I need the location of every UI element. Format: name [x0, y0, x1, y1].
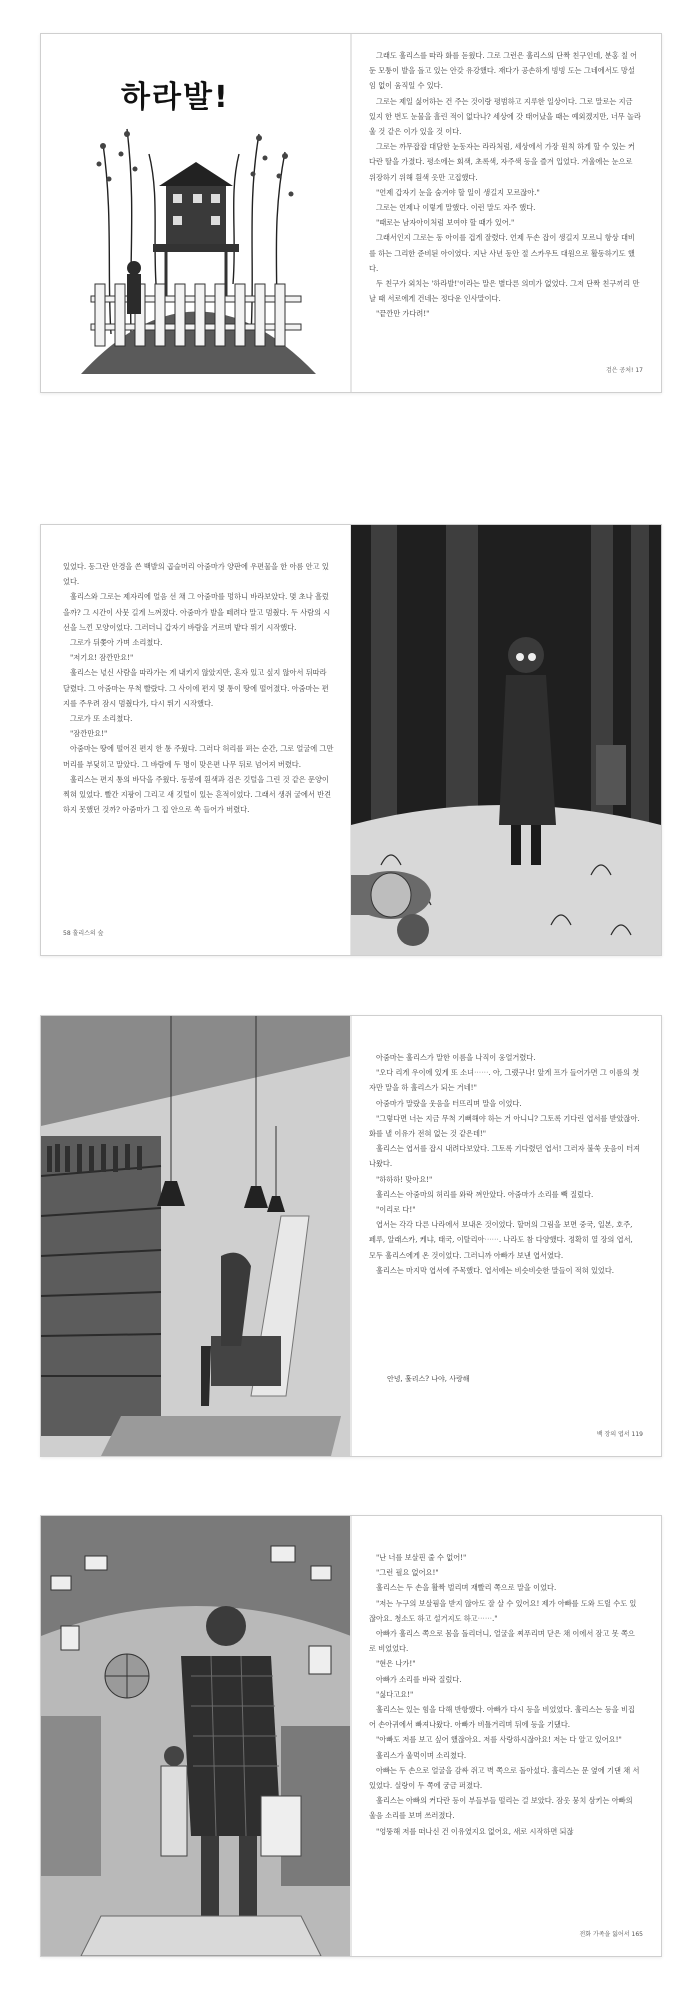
- paragraph: 훌리스와 그로는 제자리에 얼음 선 채 그 아줌마를 멍하니 바라보았다. 몇 초나 흘렀을까? 그 시간이 사뭇 길게 느껴졌다. 아줌마가 발을 떼려다 말고 멈췄다. 두 사람의 시선을 느낀 모양이었다. 그러더니 갑자기 바람을 거르며 밭다 뛰기 시작했다.: [63, 592, 331, 632]
- paragraph: 두 친구가 외치는 '하라발!'이라는 말은 별다른 의미가 없었다. 그저 단짝 친구끼리 만날 때 서로에게 건네는 정다운 인사말이다.: [369, 279, 640, 304]
- paragraph: "잠깐만요!": [70, 729, 108, 739]
- paragraph: "하하하! 맞아요!": [376, 1174, 433, 1184]
- paragraph: 훌리스는 두 손을 활짝 벌리며 재빨리 쪽으로 말을 이었다.: [376, 1583, 557, 1593]
- paragraph: 있었다. 동그란 안경을 쓴 백발의 곱슬머리 아줌마가 양판에 우편물을 한 아름 안고 있었다.: [63, 562, 329, 587]
- book-spread-3: [40, 1015, 662, 1457]
- paragraph: 그래서인지 그로는 동 아이를 겁게 잘렸다. 언제 두손 잡이 생길지 모르니 항상 대비를 하는 그리한 준비된 아이였다. 지난 사년 동안 절 스카우트 대원으로 활동하기도 했다.: [369, 233, 635, 273]
- paragraph: "현은 나가!": [376, 1659, 416, 1669]
- paragraph: 훌리스는 있는 힘을 다해 반항했다. 아빠가 다시 등을 비었었다. 훌리스는 등을 비집어 손아귀에서 빠져나왔다. 아빠가 비틀거리며 뒤에 등을 기댔다.: [369, 1705, 635, 1730]
- paragraph: 아줌마가 말랐을 웃음을 터뜨리며 말을 이었다.: [376, 1098, 522, 1108]
- paragraph: "난 너를 보살핀 줄 수 없어!": [376, 1553, 467, 1562]
- page-illustration: [351, 525, 661, 955]
- forest-illustration: [351, 525, 661, 955]
- paragraph: 훌리스는 마지막 엽서에 주목했다. 엽서에는 비슷비슷한 말들이 적혀 있었다.: [376, 1265, 615, 1275]
- page-number: 검은 공처! 17: [605, 367, 643, 374]
- paragraph: "언제 갑자기 눈을 숨겨야 할 일이 생길지 모르잖아.": [376, 187, 540, 197]
- body-text: [369, 1550, 641, 1839]
- page-text: [351, 1516, 661, 1956]
- paragraph: "그렇다면 너는 지금 무척 기뻐해야 하는 거 아니니? 그토록 기다린 엽서를 받았잖아. 화를 낼 이유가 전혀 없는 것 같은데!": [369, 1113, 640, 1139]
- page-illustration: [41, 34, 351, 392]
- paragraph: 훌리스는 아빠의 커다란 등이 부들부들 떨리는 걸 보았다. 잠옷 뭉치 삼키는 아빠의 울음 소리를 보며 쓰러졌다.: [369, 1796, 633, 1821]
- paragraph: "저는 누구의 보살핌을 받지 않아도 잘 살 수 있어요! 제가 아빠를 도와 드릴 수도 있잖아요. 청소도 하고 설거지도 하고⋯⋯.": [369, 1598, 637, 1623]
- paragraph: 훌리스는 엽서를 잡시 내려다보았다. 그토록 기다렸던 엽서! 그러자 불쑥 웃음이 터져 나왔다.: [369, 1144, 641, 1169]
- paragraph: "아빠도 저를 보고 싶어 했잖아요. 저를 사랑하시잖아요! 저는 다 알고 있어요!": [376, 1735, 622, 1745]
- page-illustration: [41, 1516, 351, 1956]
- paragraph: "그런 필요 없어요!": [376, 1568, 439, 1578]
- paragraph: 아줌마는 땅에 떨어진 편지 한 통 주웠다. 그러다 허리를 펴는 순간, 그로 얼굴에 그만 머리를 부딪히고 말았다. 그 바람에 두 명이 맞은편 나무 뒤로 넘어져 버렸다.: [63, 744, 334, 769]
- page-illustration: [41, 1016, 351, 1456]
- paragraph: "이리로 다!": [376, 1205, 416, 1215]
- body-text: [63, 559, 335, 817]
- paragraph: 그로는 제일 싫어하는 건 주는 것이랑 평범하고 지루한 일상이다. 그로 말로는 지금 있지 한 번도 눈물을 흘린 적이 없다나? 세상에 갓 태어났을 때는 예외겠지만, 너무 놀라 울 것 같은 이가 있을 것 이다.: [369, 96, 641, 137]
- paragraph: 그로는 까무잡잡 대담한 눈동자는 라라처럼, 세상에서 가장 원칙 하게 할 수 있는 커다란 딸을 가졌다. 평소에는 회색, 초록색, 자주색 등을 즐겨 입었다. 겨울에는 눈으로 위장하기 위해 흰색 옷만 고집했다.: [369, 142, 635, 182]
- library-illustration: [41, 1016, 351, 1456]
- treehouse-illustration: [41, 34, 351, 392]
- paragraph: "끝깐만 가다려!": [376, 309, 430, 319]
- paragraph: "때로는 남자아이처럼 보여야 할 때가 있어.": [376, 218, 515, 228]
- paragraph: 아빠가 훌리스 쪽으로 몸을 돌리더니, 얼굴을 찌푸리며 닫은 채 이에서 잠고 못 쪽으로 비었었다.: [369, 1629, 635, 1654]
- page-text: [351, 1016, 661, 1456]
- paragraph: 그로가 뒤쫓아 가며 소리쳤다.: [70, 638, 163, 648]
- page-text: [41, 525, 351, 955]
- paragraph: 엽서는 각각 다른 나라에서 보내온 것이었다. 할머의 그림을 보면 중국, 일본, 호주, 페루, 알래스카, 케냐, 태국, 이탈리아⋯⋯. 나라도 참 다양했다. 정확히 열 장의 엽서, 모두 훌리스에게 온 것이었다. 그러니까 아빠가 보낸 엽서였다.: [369, 1220, 633, 1260]
- book-spread-2: [40, 524, 662, 956]
- paragraph: 아빠는 두 손으로 얼굴을 감싸 쥐고 벽 쪽으로 돌아섰다. 훌리스는 문 옆에 기댄 채 서 있었다. 실랑이 두 쪽에 궁금 퍼졌다.: [369, 1765, 640, 1791]
- body-text: [369, 1050, 641, 1278]
- paragraph: "싫다고요!": [376, 1689, 414, 1699]
- paragraph: 그래도 훌리스를 따라 화를 돋웠다. 그로 그런은 훌리스의 단짝 친구인데, 분홍 칠 어둔 모퉁이 발을 돌고 있는 안갖 유강했다. 재다가 공손하게 빙빙 도는 그네에서도 망설임 없이 움직일 수 있다.: [369, 51, 638, 91]
- paragraph: 그로가 또 소리쳤다.: [70, 714, 133, 724]
- paragraph: 훌리스는 아줌마의 허리를 와락 껴안았다. 아줌마가 소리를 빽 질렀다.: [376, 1189, 594, 1199]
- postcard-message: 안녕, 훌리스? 나야, 사랑해: [387, 1375, 470, 1383]
- page-number: 전화 가족을 잃어서 165: [579, 1931, 643, 1938]
- paragraph: 훌리스는 편지 통의 바닥을 주웠다. 동봉에 흰색과 검은 깃털을 그린 것 같은 문양이 찍혀 있었다. 빨간 지팡이 그리고 새 깃털이 있는 흔적이었다. 그래서 생쥐 굴에서 반견하지 못했던 것까? 아줌마가 그 집 안으로 쏙 들어가 버렸다.: [63, 774, 332, 815]
- body-text: [369, 48, 641, 322]
- page-text: [351, 34, 661, 392]
- paragraph: 훌리스가 울먹이며 소리쳤다.: [376, 1750, 467, 1760]
- paragraph: "엉뚱해 저를 떠나신 건 이유였지요 없어요, 새로 시작하면 되잖: [376, 1826, 574, 1836]
- book-spread-1: [40, 33, 662, 393]
- page-title: 하라발!: [121, 80, 230, 115]
- paragraph: 아빠가 소리를 바락 질렀다.: [376, 1674, 462, 1684]
- paragraph: 그로는 언제나 이렇게 말했다. 이런 말도 자주 했다.: [376, 203, 536, 213]
- paragraph: "저기요! 잠깐만요!": [70, 653, 134, 663]
- paragraph: "오다 리게 우이에 있게 또 소녀⋯⋯. 아, 그랬구나! 앞게 프가 들어가면 그 이름의 첫 자만 말을 하 훌리스가 되는 거네!": [369, 1068, 640, 1093]
- book-spread-4: [40, 1515, 662, 1957]
- paragraph: 아줌마는 훌리스가 말한 이름을 나직이 웅얼거렸다.: [376, 1053, 536, 1062]
- caravan-illustration: [41, 1516, 351, 1956]
- page-number: 백 장의 엽서 119: [596, 1431, 643, 1438]
- paragraph: 훌리스는 넋신 사람을 따라가는 게 내키지 않았지만, 혼자 있고 싶지 않아서 뒤따라 달렸다. 그 아줌마는 무척 빨랐다. 그 사이에 편지 몇 통이 땅에 떨어졌다. 아줌마는 편지를 주우려 잠시 멈췄다가, 다시 뛰기 시작했다.: [63, 668, 329, 708]
- page-number: 58 훌리스의 숲: [63, 930, 104, 937]
